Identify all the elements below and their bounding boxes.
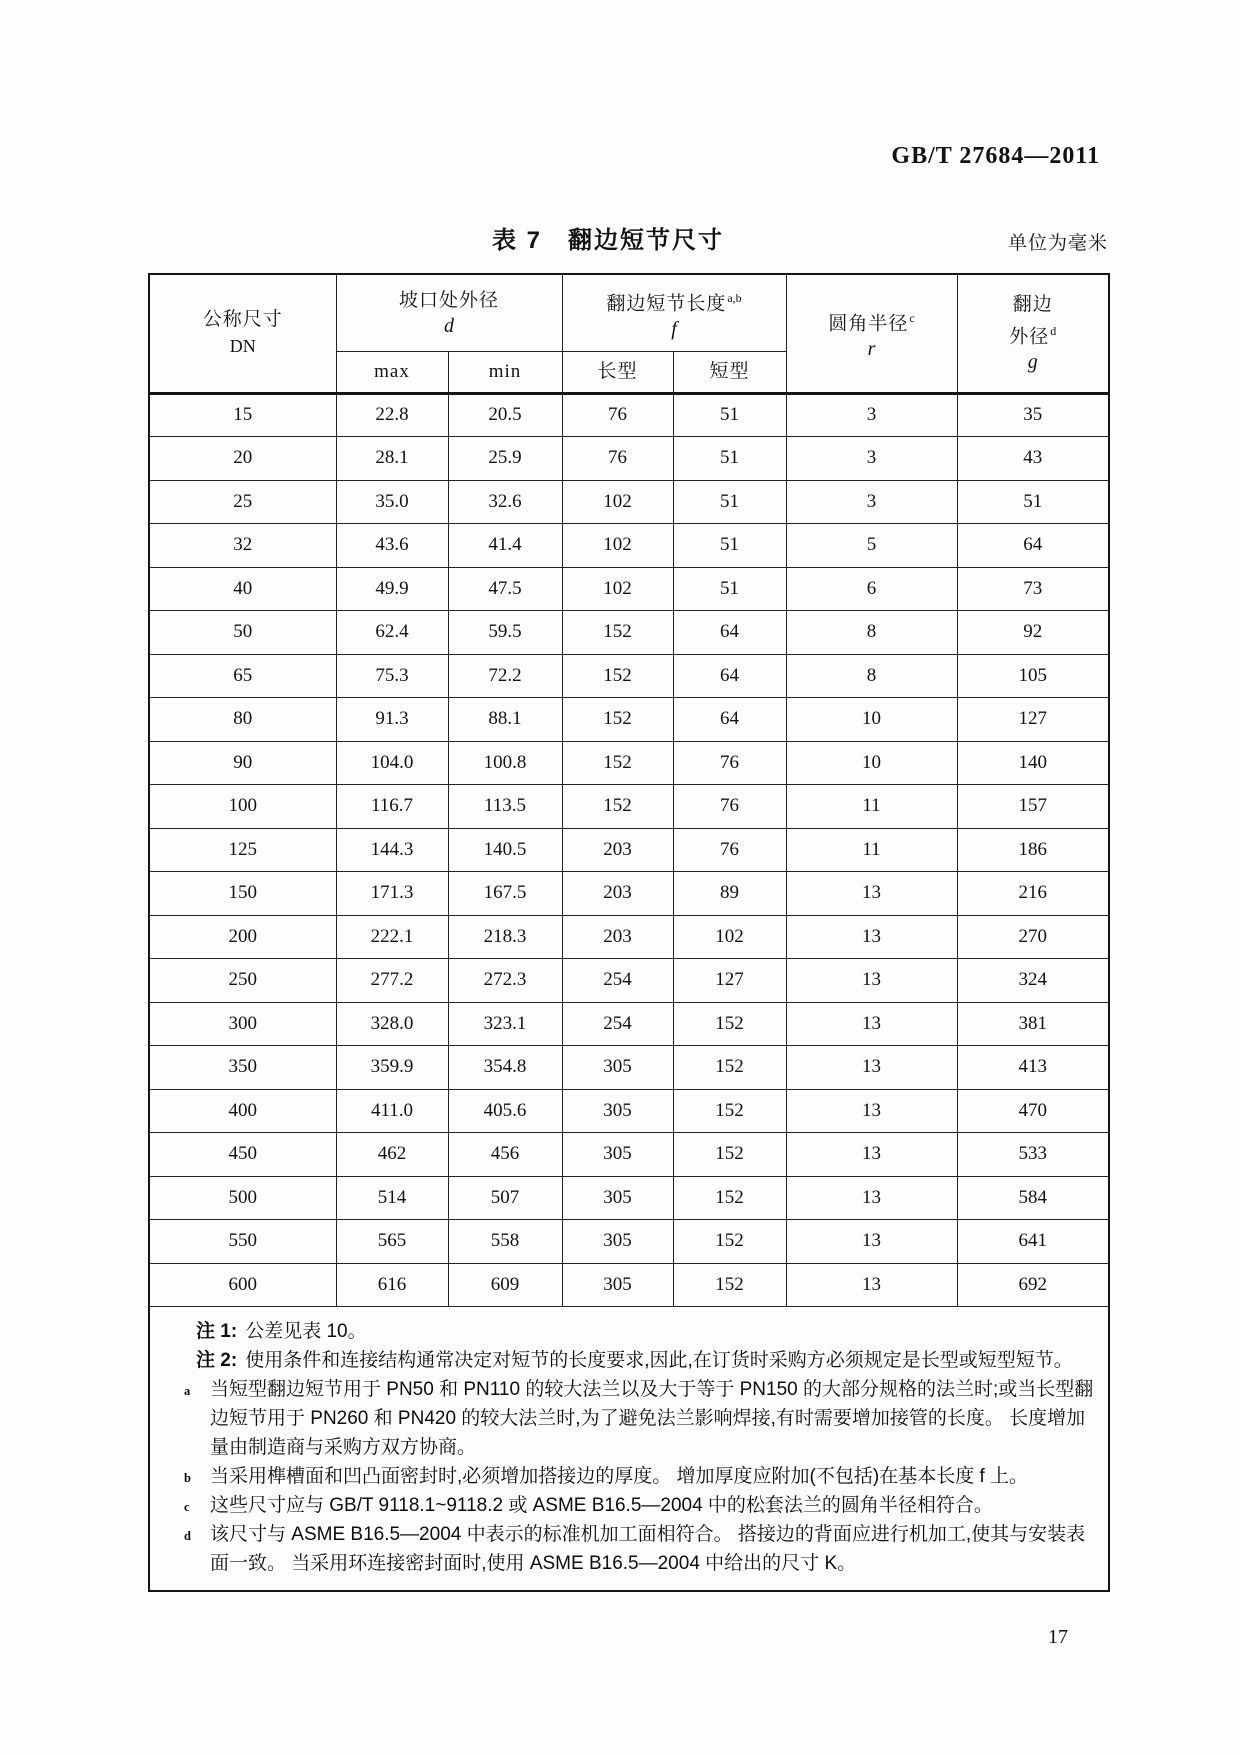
table-cell: 203 (562, 872, 673, 916)
table-cell: 167.5 (448, 872, 562, 916)
table-row (149, 959, 1109, 1003)
table-cell: 65 (149, 654, 336, 698)
table-cell: 405.6 (448, 1089, 562, 1133)
table-cell: 91.3 (336, 698, 448, 742)
table-note (196, 1317, 1094, 1346)
table-cell: 64 (673, 611, 786, 655)
table-cell: 10 (786, 741, 957, 785)
table-cell: 43 (957, 437, 1109, 481)
table-cell: 11 (786, 785, 957, 829)
table-cell: 470 (957, 1089, 1109, 1133)
table-cell: 277.2 (336, 959, 448, 1003)
table-cell: 64 (673, 654, 786, 698)
table-cell: 104.0 (336, 741, 448, 785)
table-cell: 13 (786, 1046, 957, 1090)
table-cell: 20 (149, 437, 336, 481)
table-cell: 507 (448, 1176, 562, 1220)
col-header-dn-symbol: DN (229, 336, 256, 357)
col-header-r-symbol: r (867, 338, 876, 361)
table-cell: 152 (673, 1133, 786, 1177)
table-cell: 13 (786, 1263, 957, 1307)
table-row (149, 828, 1109, 872)
table-cell: 62.4 (336, 611, 448, 655)
table-cell: 5 (786, 524, 957, 568)
unit-note: 单位为毫米 (1007, 233, 1108, 254)
table-cell: 150 (149, 872, 336, 916)
table-cell: 6 (786, 567, 957, 611)
table-cell: 13 (786, 1220, 957, 1264)
table-note (196, 1346, 1094, 1375)
table-cell: 305 (562, 1089, 673, 1133)
table-cell: 10 (786, 698, 957, 742)
col-header-max: max (336, 351, 448, 393)
table-cell: 152 (562, 785, 673, 829)
table-row (149, 524, 1109, 568)
table-cell: 76 (562, 393, 673, 437)
note-text: 公差见表 10。 (245, 1321, 367, 1342)
table-cell: 76 (673, 785, 786, 829)
table-row (149, 1089, 1109, 1133)
table-row (149, 1220, 1109, 1264)
table-cell: 102 (562, 524, 673, 568)
table-row (149, 915, 1109, 959)
table-cell: 186 (957, 828, 1109, 872)
table-cell: 500 (149, 1176, 336, 1220)
table-cell: 3 (786, 437, 957, 481)
table-cell: 15 (149, 393, 336, 437)
col-header-g-symbol: g (1027, 351, 1038, 374)
table-cell: 100 (149, 785, 336, 829)
table-cell: 600 (149, 1263, 336, 1307)
table-cell: 22.8 (336, 393, 448, 437)
table-cell: 152 (673, 1046, 786, 1090)
table-cell: 413 (957, 1046, 1109, 1090)
table-cell: 11 (786, 828, 957, 872)
table-cell: 51 (673, 524, 786, 568)
table-cell: 152 (673, 1002, 786, 1046)
note-label: c (184, 1500, 190, 1514)
table-cell: 152 (562, 611, 673, 655)
table-cell: 203 (562, 828, 673, 872)
table-row (149, 1046, 1109, 1090)
table-row (149, 785, 1109, 829)
table-cell: 125 (149, 828, 336, 872)
table-cell: 456 (448, 1133, 562, 1177)
table-cell: 144.3 (336, 828, 448, 872)
table-row (149, 741, 1109, 785)
col-header-r-title: 圆角半径$^c$ (828, 311, 915, 335)
table-cell: 76 (562, 437, 673, 481)
table-cell: 59.5 (448, 611, 562, 655)
table-footnote (184, 1462, 1094, 1491)
table-cell: 102 (562, 567, 673, 611)
table-cell: 51 (957, 480, 1109, 524)
note-text: 当短型翻边短节用于 PN50 和 PN110 的较大法兰以及大于等于 PN150 的大部分规格的法兰时;或当长型翻边短节用于 PN260 和 PN420 的较大法兰时,为了避免法兰影响焊接,有时需要增加接管的长度。 长度增加量由制造商与采购方双方协商。 (210, 1379, 1094, 1458)
note-label: b (184, 1471, 191, 1485)
note-text: 当采用榫槽面和凹凸面密封时,必须增加搭接边的厚度。 增加厚度应附加(不包括)在基本长度 f 上。 (210, 1466, 1029, 1487)
note-text: 使用条件和连接结构通常决定对短节的长度要求,因此,在订货时采购方必须规定是长型或短型短节。 (245, 1350, 1073, 1371)
table-cell: 75.3 (336, 654, 448, 698)
table-cell: 305 (562, 1176, 673, 1220)
table-cell: 270 (957, 915, 1109, 959)
table-notes (184, 1317, 1094, 1578)
table-cell: 140.5 (448, 828, 562, 872)
table-cell: 305 (562, 1220, 673, 1264)
notes-cell (149, 1307, 1109, 1592)
table-footnote (184, 1491, 1094, 1520)
col-header-r (786, 274, 957, 393)
table-row (149, 393, 1109, 437)
table-cell: 41.4 (448, 524, 562, 568)
table-cell: 40 (149, 567, 336, 611)
table-row (149, 1176, 1109, 1220)
table-row (149, 1263, 1109, 1307)
table-row (149, 611, 1109, 655)
table-cell: 89 (673, 872, 786, 916)
table-cell: 13 (786, 1089, 957, 1133)
table-cell: 250 (149, 959, 336, 1003)
table-cell: 609 (448, 1263, 562, 1307)
table-cell: 13 (786, 1002, 957, 1046)
table-cell: 272.3 (448, 959, 562, 1003)
table-cell: 100.8 (448, 741, 562, 785)
table-row (149, 567, 1109, 611)
table-row (149, 698, 1109, 742)
table-cell: 88.1 (448, 698, 562, 742)
footnote-marker-d: d (1050, 324, 1057, 339)
table-row (149, 437, 1109, 481)
col-header-long-type: 长型 (562, 351, 673, 393)
table-cell: 171.3 (336, 872, 448, 916)
table-cell: 324 (957, 959, 1109, 1003)
table-cell: 328.0 (336, 1002, 448, 1046)
table-row (149, 872, 1109, 916)
table-cell: 300 (149, 1002, 336, 1046)
table-row (149, 654, 1109, 698)
table-cell: 203 (562, 915, 673, 959)
table-cell: 152 (673, 1176, 786, 1220)
table-cell: 64 (673, 698, 786, 742)
table-cell: 359.9 (336, 1046, 448, 1090)
table-cell: 354.8 (448, 1046, 562, 1090)
table-cell: 692 (957, 1263, 1109, 1307)
table-caption: 表 7 翻边短节尺寸 (491, 227, 724, 254)
table-cell: 411.0 (336, 1089, 448, 1133)
table-cell: 450 (149, 1133, 336, 1177)
table-cell: 152 (673, 1089, 786, 1133)
table-cell: 92 (957, 611, 1109, 655)
table-cell: 8 (786, 654, 957, 698)
col-header-f-group (562, 274, 786, 351)
table-cell: 152 (562, 654, 673, 698)
table-cell: 25.9 (448, 437, 562, 481)
table-cell: 216 (957, 872, 1109, 916)
table-cell: 116.7 (336, 785, 448, 829)
table-cell: 152 (562, 698, 673, 742)
standard-number: GB/T 27684—2011 (891, 143, 1100, 169)
table-row (149, 480, 1109, 524)
table-cell: 28.1 (336, 437, 448, 481)
col-header-dn-title: 公称尺寸 (202, 309, 283, 331)
table-cell: 8 (786, 611, 957, 655)
table-cell: 102 (673, 915, 786, 959)
col-header-f-title: 翻边短节长度$^{a,b}$ (606, 290, 742, 314)
table-cell: 305 (562, 1046, 673, 1090)
table-cell: 514 (336, 1176, 448, 1220)
note-text: 这些尺寸应与 GB/T 9118.1~9118.2 或 ASME B16.5—2004 中的松套法兰的圆角半径相符合。 (210, 1495, 993, 1516)
table-cell: 113.5 (448, 785, 562, 829)
table-cell: 323.1 (448, 1002, 562, 1046)
table-cell: 51 (673, 393, 786, 437)
notes-row (149, 1307, 1109, 1592)
col-header-dn (149, 274, 336, 393)
table-cell: 51 (673, 437, 786, 481)
table-cell: 49.9 (336, 567, 448, 611)
table-cell: 50 (149, 611, 336, 655)
table-cell: 3 (786, 393, 957, 437)
table-cell: 13 (786, 915, 957, 959)
table-cell: 127 (673, 959, 786, 1003)
table-cell: 152 (562, 741, 673, 785)
table-cell: 140 (957, 741, 1109, 785)
table-cell: 218.3 (448, 915, 562, 959)
table-row (149, 1002, 1109, 1046)
table-cell: 550 (149, 1220, 336, 1264)
col-header-f-symbol: f (671, 317, 677, 340)
footnote-marker-ab: a,b (727, 290, 742, 305)
table-cell: 641 (957, 1220, 1109, 1264)
page-number: 17 (1048, 1626, 1068, 1648)
note-label: 注 1: (196, 1321, 238, 1342)
table-cell: 305 (562, 1133, 673, 1177)
table-cell: 381 (957, 1002, 1109, 1046)
table-cell: 76 (673, 741, 786, 785)
col-header-d-symbol: d (444, 314, 454, 337)
table-cell: 152 (673, 1220, 786, 1264)
table-footnote (184, 1520, 1094, 1578)
table-cell: 105 (957, 654, 1109, 698)
table-cell: 13 (786, 872, 957, 916)
col-header-g (957, 274, 1109, 393)
table-cell: 51 (673, 480, 786, 524)
table-cell: 43.6 (336, 524, 448, 568)
table-cell: 533 (957, 1133, 1109, 1177)
table-cell: 400 (149, 1089, 336, 1133)
table-cell: 462 (336, 1133, 448, 1177)
col-header-g-title-line2: 外径$^d$ (1009, 324, 1057, 348)
col-header-g-title-line1: 翻边 (1012, 294, 1053, 316)
table-cell: 25 (149, 480, 336, 524)
note-label: d (184, 1529, 191, 1543)
table-cell: 90 (149, 741, 336, 785)
table-cell: 64 (957, 524, 1109, 568)
table-cell: 254 (562, 959, 673, 1003)
table-cell: 13 (786, 1176, 957, 1220)
table-cell: 76 (673, 828, 786, 872)
table-cell: 20.5 (448, 393, 562, 437)
table-cell: 32 (149, 524, 336, 568)
table-cell: 73 (957, 567, 1109, 611)
table-cell: 3 (786, 480, 957, 524)
table-cell: 127 (957, 698, 1109, 742)
table-cell: 47.5 (448, 567, 562, 611)
table-cell: 51 (673, 567, 786, 611)
table-footnote (184, 1375, 1094, 1462)
table-cell: 558 (448, 1220, 562, 1264)
col-header-d-group (336, 274, 562, 351)
table-cell: 350 (149, 1046, 336, 1090)
table-cell: 254 (562, 1002, 673, 1046)
table-cell: 72.2 (448, 654, 562, 698)
table-cell: 152 (673, 1263, 786, 1307)
table-cell: 222.1 (336, 915, 448, 959)
note-label: 注 2: (196, 1350, 238, 1371)
table-cell: 13 (786, 1133, 957, 1177)
col-header-short-type: 短型 (673, 351, 786, 393)
note-label: a (184, 1384, 191, 1398)
table-cell: 616 (336, 1263, 448, 1307)
table-cell: 584 (957, 1176, 1109, 1220)
col-header-d-title: 坡口处外径 (399, 289, 500, 311)
stub-end-dimensions-table (148, 273, 1110, 1592)
note-text: 该尺寸与 ASME B16.5—2004 中表示的标准机加工面相符合。 搭接边的背面应进行机加工,使其与安装表面一致。 当采用环连接密封面时,使用 ASME B16.5—2004 中给出的尺寸 K。 (210, 1524, 1086, 1574)
table-cell: 102 (562, 480, 673, 524)
col-header-min: min (448, 351, 562, 393)
table-cell: 35 (957, 393, 1109, 437)
table-cell: 32.6 (448, 480, 562, 524)
footnote-marker-c: c (909, 311, 915, 326)
table-cell: 80 (149, 698, 336, 742)
table-row (149, 1133, 1109, 1177)
table-cell: 35.0 (336, 480, 448, 524)
table-cell: 200 (149, 915, 336, 959)
table-cell: 157 (957, 785, 1109, 829)
table-cell: 565 (336, 1220, 448, 1264)
table-cell: 305 (562, 1263, 673, 1307)
table-cell: 13 (786, 959, 957, 1003)
